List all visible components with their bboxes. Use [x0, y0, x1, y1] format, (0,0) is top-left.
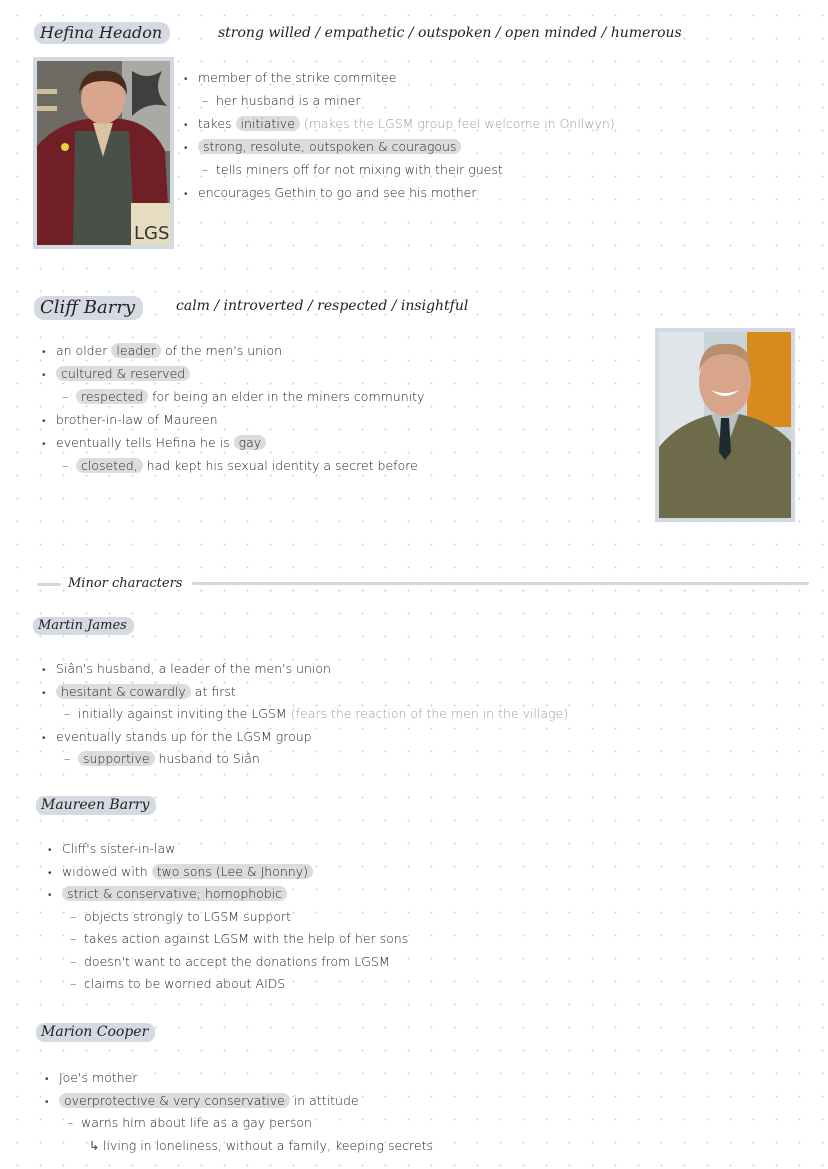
dash-icon: –	[64, 751, 71, 766]
note-line	[42, 343, 424, 366]
bullet-icon: •	[42, 439, 46, 450]
note-text: member of the strike commitee	[198, 70, 397, 85]
note-line	[42, 661, 568, 684]
note-text: doesn't want to accept the donations from LGSM	[84, 953, 390, 969]
bullet-icon: •	[42, 687, 46, 699]
portrait-hefina-image	[37, 61, 170, 245]
note-line	[48, 864, 408, 887]
dash-icon: –	[70, 953, 77, 969]
note-text: had kept his sexual identity a secret before	[142, 458, 418, 473]
note-text: Siân's husband, a leader of the men's union	[56, 661, 331, 676]
note-text: for being an elder in the miners community	[148, 389, 425, 404]
note-line	[184, 70, 615, 93]
note-text: at first	[190, 683, 236, 699]
note-line	[48, 976, 408, 999]
bullet-icon: •	[184, 74, 188, 85]
notes-cliff	[42, 343, 424, 481]
note-text: takes	[198, 116, 236, 131]
bullet-icon: •	[184, 120, 188, 131]
note-text: warns him about life as a gay person	[81, 1115, 312, 1130]
note-line	[184, 139, 615, 162]
note-text: Joe's mother	[59, 1070, 138, 1085]
highlight-trait: strong, resolute, outspoken & couragous	[198, 139, 461, 154]
notes-hefina	[184, 70, 615, 208]
note-line	[42, 729, 568, 752]
highlight-trait: respected	[76, 389, 148, 404]
photo-hefina	[33, 57, 174, 249]
note-text: eventually stands up for the LGSM group	[56, 728, 312, 744]
note-line	[42, 366, 424, 389]
notes-martin	[42, 661, 568, 774]
notes-marion	[45, 1070, 433, 1160]
svg-text:LGS: LGS	[134, 223, 170, 244]
note-text: her husband is a miner	[216, 93, 361, 108]
portrait-cliff-image	[659, 332, 791, 518]
note-line	[48, 841, 408, 864]
note-text: of the men's union	[161, 343, 283, 358]
character-name-marion: Marion Cooper	[36, 1023, 155, 1042]
photo-cliff	[655, 328, 795, 522]
note-text: Cliff's sister-in-law	[62, 841, 176, 856]
bullet-icon: •	[45, 1074, 49, 1085]
bullet-icon: •	[48, 890, 52, 901]
highlight-trait: cultured & reserved	[56, 366, 190, 381]
note-line	[48, 954, 408, 977]
note-line	[48, 909, 408, 932]
note-line	[42, 435, 424, 458]
highlight-trait: overprotective & very conservative	[59, 1093, 290, 1108]
bullet-icon: •	[42, 347, 46, 358]
character-name-cliff: Cliff Barry	[34, 296, 143, 320]
character-traits-cliff: calm / introverted / respected / insightful	[176, 298, 469, 314]
note-line	[184, 185, 615, 208]
note-text: widowed with	[62, 863, 152, 879]
note-aside: (fears the reaction of the men in the village)	[286, 706, 569, 721]
bullet-icon: •	[184, 189, 188, 200]
bullet-icon: •	[42, 370, 46, 381]
note-line	[48, 931, 408, 954]
character-name-maureen: Maureen Barry	[36, 796, 156, 815]
notes-maureen	[48, 841, 408, 999]
dash-icon: –	[62, 389, 69, 404]
note-line	[45, 1138, 433, 1161]
highlight-trait: hesitant & cowardly	[56, 684, 191, 699]
note-line	[184, 93, 615, 116]
note-text: husband to Siân	[154, 751, 260, 766]
bullet-icon: •	[42, 732, 46, 744]
highlight-trait: supportive	[78, 751, 155, 766]
note-aside: (makes the LGSM group feel welcome in Onllwyn)	[299, 116, 615, 131]
note-line	[48, 886, 408, 909]
note-text: an older	[56, 343, 112, 358]
highlight-trait: strict & conservative; homophobic	[62, 886, 287, 901]
character-name-hefina: Hefina Headon	[34, 22, 170, 44]
bullet-icon: •	[184, 143, 188, 154]
dash-icon: –	[70, 976, 77, 991]
note-line	[45, 1093, 433, 1116]
note-line	[42, 412, 424, 435]
note-line	[45, 1070, 433, 1093]
note-line	[184, 162, 615, 185]
highlight-trait: initiative	[236, 116, 300, 131]
note-line	[45, 1115, 433, 1138]
character-traits-hefina: strong willed / empathetic / outspoken / open minded / humerous	[218, 25, 682, 41]
section-divider-right	[192, 582, 809, 585]
bullet-icon: •	[48, 845, 52, 856]
dash-icon: –	[62, 458, 69, 473]
note-text: takes action against LGSM with the help of her sons	[84, 931, 409, 946]
highlight-trait: closeted,	[76, 458, 143, 473]
bullet-icon: •	[42, 416, 46, 427]
dash-icon: –	[202, 93, 209, 108]
note-line	[42, 389, 424, 412]
dash-icon: –	[67, 1115, 74, 1130]
highlight-trait: gay	[234, 435, 267, 450]
arrow-return-icon: ↳	[89, 1137, 100, 1153]
note-line	[42, 458, 424, 481]
note-line	[42, 684, 568, 707]
dash-icon: –	[70, 908, 77, 924]
note-text: encourages Gethin to go and see his mother	[198, 185, 477, 200]
bullet-icon: •	[42, 665, 46, 676]
bullet-icon: •	[45, 1096, 49, 1108]
dash-icon: –	[70, 931, 77, 946]
note-text: living in loneliness, without a family, keeping secrets	[103, 1137, 433, 1153]
dash-icon: –	[64, 706, 71, 721]
note-text: claims to be worried about AIDS	[84, 976, 286, 991]
note-line	[42, 751, 568, 774]
note-line	[184, 116, 615, 139]
highlight-trait: leader	[111, 343, 161, 358]
note-text: eventually tells Hefina he is	[56, 435, 234, 450]
note-text: tells miners off for not mixing with their guest	[216, 162, 503, 177]
note-text: objects strongly to LGSM support	[84, 908, 292, 924]
section-title-minor-characters: Minor characters	[68, 576, 183, 591]
section-divider-left	[37, 583, 61, 586]
note-text: initially against inviting the LGSM	[78, 706, 287, 721]
note-text: in attitude	[289, 1092, 359, 1108]
dash-icon: –	[202, 162, 209, 177]
note-text: brother-in-law of Maureen	[56, 412, 218, 427]
bullet-icon: •	[48, 867, 52, 879]
character-name-martin: Martin James	[33, 617, 134, 635]
highlight-trait: two sons (Lee & Jhonny)	[152, 864, 313, 879]
note-line	[42, 706, 568, 729]
